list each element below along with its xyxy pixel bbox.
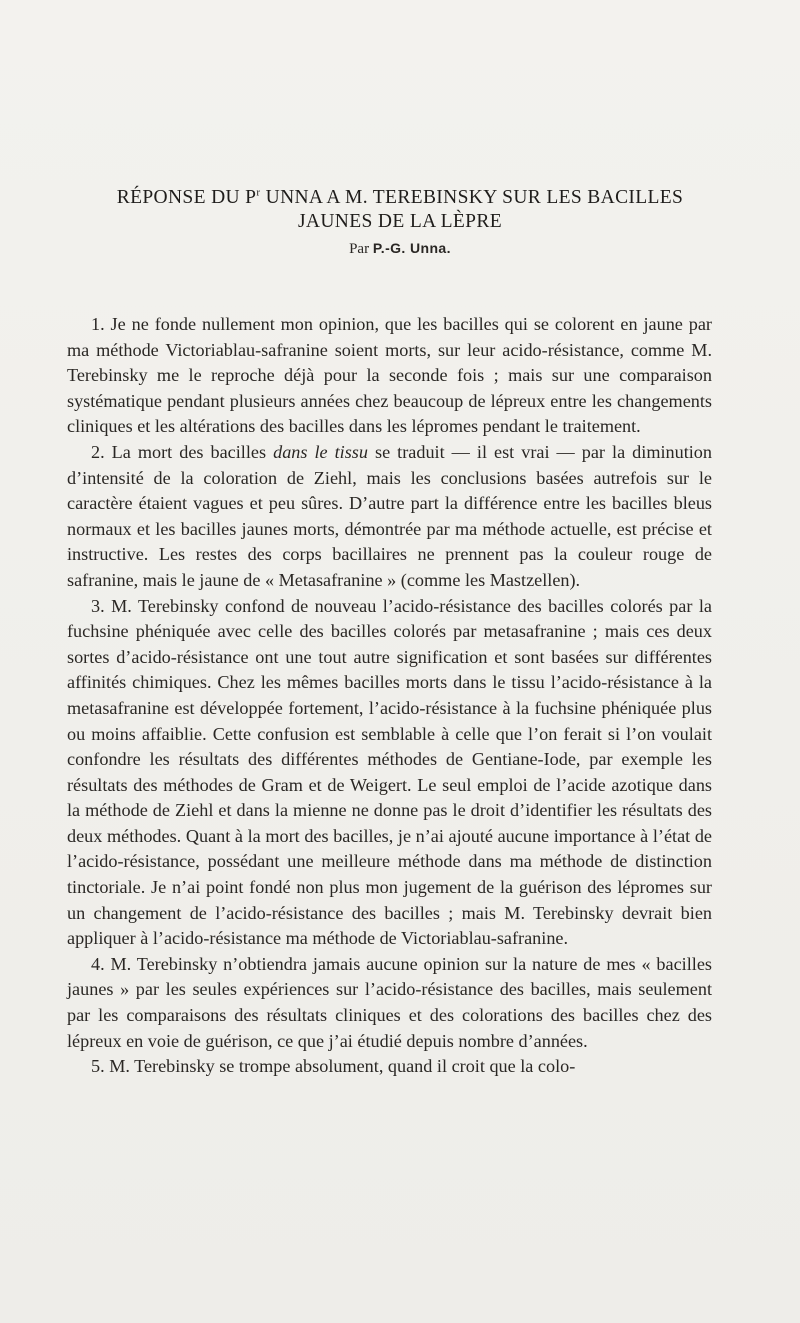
author-name: P.-G. Unna. — [372, 240, 451, 256]
paragraph-1: 1. Je ne fonde nullement mon opinion, que les bacilles qui se colorent en jaune par ma méthode Victoriablau-safranine soient morts, sur leur acido-résistance, comme M. Terebinsky me le reproche déjà pour la seconde fois ; mais sur une comparaison systématique pendant plusieurs années chez beaucoup de lépreux entre les changements cliniques et les altérations des bacilles dans les lépromes pendant le traitement. — [67, 314, 712, 437]
title-line-2: JAUNES DE LA LÈPRE — [297, 211, 502, 232]
paragraph-2-end: se traduit — il est vrai — par la diminution d’intensité de la coloration de Ziehl, mais les conclusions basées autrefois sur le caractère étaient vagues et peu sûres. D’autre part la différence entre les bacilles bleus normaux et les bacilles jaunes morts, démontrée par ma méthode actuelle, est précise et instructive. Les restes des corps bacillaires ne prennent pas la couleur rouge de safranine, mais le jaune de « Metasafranine » (comme les Mastzellen). — [67, 441, 712, 590]
article-body — [67, 312, 712, 1080]
title-line-1 — [40, 186, 760, 210]
author-byline — [40, 238, 760, 259]
title-superscript: r — [256, 186, 261, 199]
paragraph-3: 3. M. Terebinsky confond de nouveau l’acido-résistance des bacilles colorés par la fuchsine phéniquée avec celle des bacilles colorés par metasafranine ; mais ces deux sortes d’acido-résistance ont une tout autre signification et sont basées sur différentes affinités chimiques. Chez les mêmes bacilles morts dans le tissu l’acido-résistance à la metasafranine est développée fortement, l’acido-résistance à la fuchsine phéniquée plus ou moins affaiblie. Cette confusion est semblable à celle que l’on ferait si l’on voulait confondre les résultats des différentes méthodes de Gentiane-Iode, par exemple les résultats des méthodes de Gram et de Weigert. Le seul emploi de l’acide azotique dans la méthode de Ziehl et dans la mienne ne donne pas le droit d’identifier les résultats des deux méthodes. Quant à la mort des bacilles, je n’ai ajouté aucune importance à l’état de l’acido-résistance, possédant une meilleure méthode dans ma méthode de distinction tinctoriale. Je n’ai point fondé non plus mon jugement de la guérison des lépromes sur un changement de l’acido-résistance des bacilles ; mais M. Terebinsky devrait bien appliquer à l’acido-résistance ma méthode de Victoriablau-safranine. — [67, 595, 712, 949]
byline-prefix: Par — [349, 241, 373, 257]
paragraph-2-start: 2. La mort des bacilles — [91, 441, 274, 462]
title-line-1-start: RÉPONSE DU P — [116, 187, 257, 208]
paragraph-5: 5. M. Terebinsky se trompe absolument, quand il croit que la colo- — [91, 1056, 576, 1077]
title-line-1-end: UNNA A M. TEREBINSKY SUR LES BACILLES — [260, 187, 684, 208]
paragraph-4: 4. M. Terebinsky n’obtiendra jamais aucune opinion sur la nature de mes « bacilles jaunes » par les seules expériences sur l’acido-résistance des bacilles, mais seulement par les comparaisons des résultats cliniques et des colorations des bacilles chez des lépreux en voie de guérison, ce que j’ai étudié depuis nombre d’années. — [67, 953, 712, 1051]
paragraph-2-italic: dans le tissu — [273, 441, 368, 462]
paragraph-2 — [67, 440, 712, 594]
article-title — [40, 186, 760, 234]
